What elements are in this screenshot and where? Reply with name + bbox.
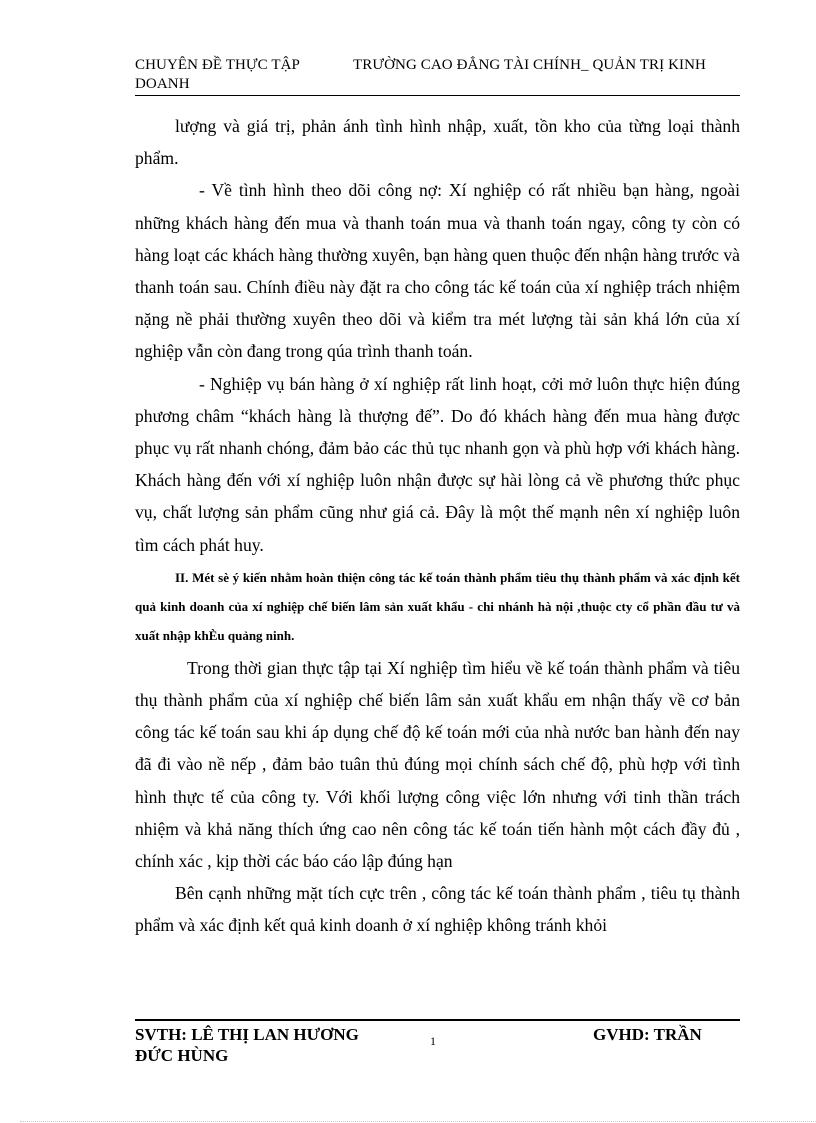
document-body [135,110,740,942]
paragraph-internship-findings: Trong thời gian thực tập tại Xí nghiệp tìm hiểu về kế toán thành phẩm và tiêu thụ thành phẩm của xí nghiệp chế biến lâm sản xuất khẩu em nhận thấy về cơ bản công tác kế toán sau khi áp dụng chế độ kế toán mới của nhà nước ban hành đến nay đã đi vào nề nếp , đảm bảo tuân thủ đúng mọi chính sách chế độ, phù hợp với tình hình thực tế của công ty. Với khối lượng công việc lớn nhưng với tinh thần trách nhiệm và khả năng thích ứng cao nên công tác kế toán tiến hành một cách đầy đủ , chính xác , kịp thời các báo cáo lập đúng hạn [135,657,740,872]
header-second-line: DOANH [135,76,190,92]
section-heading: II. Mét sè ý kiến nhằm hoàn thiện công tác kế toán thành phẩm tiêu thụ thành phẩm và xác định kết quả kinh doanh của xí nghiệp chế biến lâm sản xuất khẩu - chi nhánh hà nội ,thuộc cty cổ phần đầu tư và xuất nhập khÈu quảng ninh. [135,569,740,643]
footer-second-line: ĐỨC HÙNG [135,1046,229,1065]
footer-instructor-name: GVHD: TRẦN [593,1025,702,1044]
page-number: 1 [430,1034,436,1048]
header-left-title: CHUYÊN ĐỀ THỰC TẬP [135,57,300,73]
paragraph-inventory: lượng và giá trị, phản ánh tình hình nhập, xuất, tồn kho của từng loại thành phẩm. [135,116,740,169]
header-divider [135,95,740,96]
header-right-title: TRƯỜNG CAO ĐẲNG TÀI CHÍNH_ QUẢN TRỊ KINH [353,57,706,73]
paragraph-sales-operations: - Nghiệp vụ bán hàng ở xí nghiệp rất linh hoạt, cởi mở luôn thực hiện đúng phương châm “khách hàng là thượng đế”. Do đó khách hàng đến mua hàng được phục vụ rất nhanh chóng, đảm bảo các thủ tục nhanh gọn và phù hợp với khách hàng. Khách hàng đến với xí nghiệp luôn nhận được sự hài lòng cả về phương thức phục vụ, chất lượng sản phẩm cũng như giá cả. Đây là một thế mạnh nên xí nghiệp luôn tìm cách phát huy. [135,373,740,555]
footer-student-name: SVTH: LÊ THỊ LAN HƯƠNG [135,1025,359,1044]
paragraph-limitations: Bên cạnh những mặt tích cực trên , công tác kế toán thành phẩm , tiêu tụ thành phẩm và xác định kết quả kinh doanh ở xí nghiệp không tránh khỏi [135,883,740,936]
page-bottom-border [20,1121,816,1122]
footer-divider [135,1019,740,1021]
paragraph-debt-tracking: - Về tình hình theo dõi công nợ: Xí nghiệp có rất nhiều bạn hàng, ngoài những khách hàng đến mua và thanh toán mua và thanh toán ngay, công ty còn có hàng loạt các khách hàng thường xuyên, bạn hàng quen thuộc đến nhận hàng trước và thanh toán sau. Chính điều này đặt ra cho công tác kế toán của xí nghiệp trách nhiệm nặng nề phải thường xuyên theo dõi và kiểm tra mét lượng tài sản khá lớn của xí nghiệp vẫn còn đang trong qúa trình thanh toán. [135,180,740,362]
